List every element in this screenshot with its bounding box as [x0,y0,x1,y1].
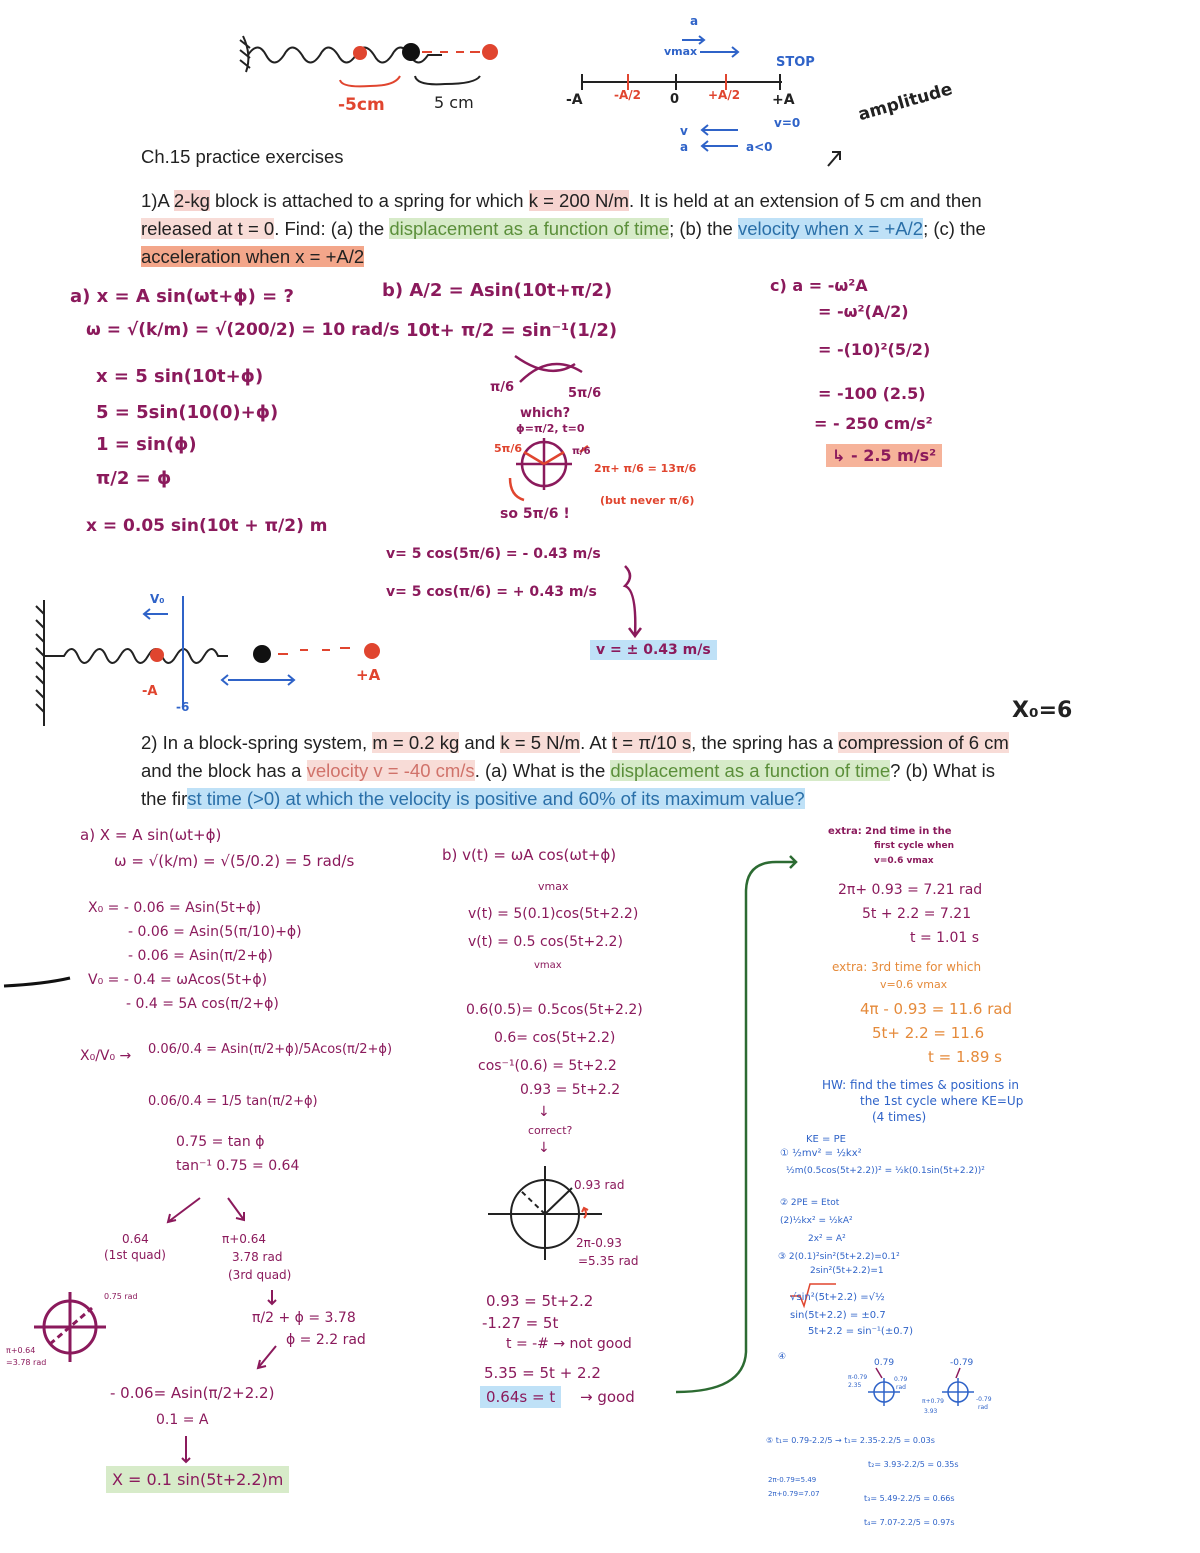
hw-neg079: -0.79 [950,1358,974,1368]
plus-5cm-label: 5 cm [434,93,474,112]
p1c-answer: ↳ - 2.5 m/s² [826,444,942,467]
p2-velocity: velocity v = -40 cm/s [306,760,475,781]
p2a-line2: ω = √(k/m) = √(5/0.2) = 5 rad/s [114,852,355,870]
p2a-line3: X₀ = - 0.06 = Asin(5t+ϕ) [88,900,262,916]
p2b-2pi-093: 2π-0.93 [576,1236,622,1250]
p1b-5pi6: 5π/6 [568,386,602,401]
p2a-ratio1: 0.06/0.4 = Asin(π/2+ϕ)/5Acos(π/2+ϕ) [148,1042,393,1057]
p1-displacement: displacement as a function of time [389,218,670,239]
p1c-line5: = - 250 cm/s² [814,414,933,433]
p1b-line2: 10t+ π/2 = sin⁻¹(1/2) [406,320,618,341]
hw-step3: ③ 2(0.1)²sin²(5t+2.2)=0.1² [778,1252,900,1262]
p2b-line3: v(t) = 0.5 cos(5t+2.2) [468,934,623,950]
a-vector-bottom: a [680,140,689,154]
extra2-l3: 4π - 0.93 = 11.6 rad [860,1000,1013,1018]
hw-step2b: (2)½kx² = ½kA² [780,1216,853,1226]
hw-step1: ① ½mv² = ½kx² [780,1148,862,1159]
axis-plus-a-half: +A/2 [708,88,741,102]
hw-step3c: √sin²(5t+2.2) =√½ [790,1292,885,1303]
hw-t3: t₃= 5.49-2.2/5 = 0.66s [864,1494,955,1503]
p2a-phi-val: ϕ = 2.2 rad [286,1332,366,1348]
p1a-line4: 5 = 5sin(10(0)+ϕ) [96,402,279,423]
p2a-q3-val: π+0.64 [222,1232,266,1246]
p1b-pi6: π/6 [490,380,515,395]
diag2-v0: V₀ [150,592,165,606]
p1-l2-b: . Find: (a) the [274,218,390,239]
p2a-q3-label: (3rd quad) [228,1268,292,1282]
p2b-line4: 0.6(0.5)= 0.5cos(5t+2.2) [466,1002,643,1018]
p1b-circle-pi6: π/6 [572,446,591,457]
hw-step1b: ½m(0.5cos(5t+2.2))² = ½k(0.1sin(5t+2.2))² [786,1166,985,1176]
p1-l1-c: . It is held at an extension of 5 cm and then [628,190,982,211]
p1c-line3: = -(10)²(5/2) [818,340,931,359]
hw-step2c: 2x² = A² [808,1234,846,1244]
hw-t2: t₂= 3.93-2.2/5 = 0.35s [868,1460,959,1469]
extra1-l5: 5t + 2.2 = 7.21 [862,906,972,922]
p1b-v-neg: v= 5 cos(5π/6) = - 0.43 m/s [386,546,601,562]
p1-mass: 2-kg [173,190,210,211]
p1-released: released at t = 0 [141,218,275,239]
p2a-ratio2: 0.06/0.4 = 1/5 tan(π/2+ϕ) [148,1094,318,1109]
p2b-arrow1: ↓ [538,1104,550,1120]
p2a-ratio-label: X₀/V₀ → [80,1048,132,1064]
p1b-13pi6: 2π+ π/6 = 13π/6 [594,462,697,475]
hw-prompt-l3: (4 times) [872,1110,927,1124]
p1b-phi-note: ϕ=π/2, t=0 [516,422,585,435]
p2a-amp-val: 0.1 = A [156,1412,209,1428]
hw-step3d: sin(5t+2.2) = ±0.7 [790,1310,886,1321]
hw-step3b: 2sin²(5t+2.2)=1 [810,1266,884,1276]
p2b-line5: 0.6= cos(5t+2.2) [494,1030,616,1046]
p1b-so: so 5π/6 ! [500,506,570,522]
page-title: Ch.15 practice exercises [141,146,344,167]
hw-c2-label: π+0.79 [922,1398,944,1405]
p1b-circle-5pi6: 5π/6 [494,442,523,455]
hw-2pi-minus: 2π-0.79=5.49 [768,1476,817,1484]
p2b-line7: 0.93 = 5t+2.2 [520,1082,621,1098]
extra1-l4: 2π+ 0.93 = 7.21 rad [838,882,983,898]
p1b-answer: v = ± 0.43 m/s [590,640,717,660]
p1a-line3: x = 5 sin(10t+ϕ) [96,366,264,387]
hw-c1-r: 0.79 [894,1376,908,1383]
p2-l3-a: the fir [141,788,188,809]
extra2-l5: t = 1.89 s [928,1048,1002,1066]
p2b-line8: 0.93 = 5t+2.2 [486,1292,594,1310]
problem2-line2 [141,760,995,782]
bracket-arrow [625,566,641,636]
axis-minus-a: -A [566,92,583,108]
green-arrow [676,856,796,1392]
v-zero-label: v=0 [774,116,801,130]
p1b-but-never: (but never π/6) [600,494,695,507]
problem2-line3 [141,788,805,810]
a-less-zero-label: a<0 [746,140,773,154]
p1-velocity: velocity when x = +A/2 [737,218,924,239]
p1a-line2: ω = √(k/m) = √(200/2) = 10 rad/s [86,320,400,340]
p2b-vmax2: vmax [534,960,562,971]
p2-l1-a: 2) In a block-spring system, [141,732,373,753]
cross-arrows [515,356,582,382]
minus-5cm-label: -5cm [338,95,385,115]
p1-l1-b: block is attached to a spring for which [209,190,529,211]
diag2-plus-a: +A [356,666,381,684]
top-spring-diagram [240,36,498,86]
hw-c1-val: 2.35 [848,1382,862,1389]
p2-displacement: displacement as a function of time [610,760,891,781]
hw-step3e: 5t+2.2 = sin⁻¹(±0.7) [808,1326,913,1337]
hw-t4: t₄= 7.07-2.2/5 = 0.97s [864,1518,955,1527]
p1c-line4: = -100 (2.5) [818,384,926,403]
p2b-line1: b) v(t) = ωA cos(ωt+ϕ) [442,846,617,864]
crosshair-2a [34,1292,106,1362]
margin-mark [4,978,70,986]
p1a-result: x = 0.05 sin(10t + π/2) m [86,516,328,536]
hw-079: 0.79 [874,1358,895,1368]
p2b-093rad: 0.93 rad [574,1178,625,1192]
hw-step5: ⑤ t₁= 0.79-2.2/5 → t₁= 2.35-2.2/5 = 0.03s [766,1436,935,1445]
problem1-line3 [141,246,364,268]
p2-compression: compression of 6 cm [838,732,1009,753]
hw-step4: ④ [778,1352,787,1362]
hw-2pi-plus: 2π+0.79=7.07 [768,1490,820,1498]
p1-l2-c: ; (b) the [669,218,738,239]
vmax-label: vmax [664,45,698,58]
p1-l2-d: ; (c) the [923,218,986,239]
p2b-vmax1: vmax [538,880,569,893]
amplitude-note: amplitude [856,79,955,126]
v-vector: v [680,124,688,138]
problem1-line2 [141,218,986,240]
p1a-line6: π/2 = ϕ [96,468,172,489]
p2a-phi-eq: π/2 + ϕ = 3.78 [252,1310,356,1326]
p2-l2-b: . (a) What is the [474,760,611,781]
p2a-result: X = 0.1 sin(5t+2.2)m [106,1466,289,1493]
extra1-l3: v=0.6 vmax [874,856,934,866]
p2a-amp-eq: - 0.06= Asin(π/2+2.2) [110,1384,275,1402]
p2a-line1: a) X = A sin(ωt+ϕ) [80,826,222,844]
p2-mass: m = 0.2 kg [372,732,460,753]
hw-c2-val: 3.93 [924,1408,938,1415]
p2-time: t = π/10 s [611,732,692,753]
p2b-line2: v(t) = 5(0.1)cos(5t+2.2) [468,906,639,922]
extra2-l1: extra: 3rd time for which [832,960,982,974]
p2-l2-c: ? (b) What is [890,760,995,781]
p2a-line7: - 0.4 = 5A cos(π/2+ϕ) [126,996,279,1012]
p2a-line6: V₀ = - 0.4 = ωAcos(5t+ϕ) [88,972,268,988]
hw-ke-pe: KE = PE [806,1134,846,1145]
problem1-line1 [141,190,982,212]
hw-prompt-l1: HW: find the times & positions in [822,1078,1020,1092]
p1b-line1: b) A/2 = Asin(10t+π/2) [382,280,613,301]
a-vector-top: a [690,14,699,28]
p2a-arctan: tan⁻¹ 0.75 = 0.64 [176,1158,300,1174]
p1c-line2: = -ω²(A/2) [818,302,909,321]
p2a-margin2: =3.78 rad [6,1358,47,1367]
extra1-l2: first cycle when [874,841,954,851]
extra1-l1: extra: 2nd time in the [828,826,952,837]
hw-c2-r: -0.79 [976,1396,992,1403]
p2a-line4: - 0.06 = Asin(5(π/10)+ϕ) [128,924,302,940]
hw-c2-rad: rad [978,1404,988,1411]
hw-c1-rad: rad [896,1384,906,1391]
p2-k: k = 5 N/m [500,732,581,753]
p2b-line6: cos⁻¹(0.6) = 5t+2.2 [478,1058,617,1074]
p2b-good: → good [580,1388,635,1406]
p2a-line5: - 0.06 = Asin(π/2+ϕ) [128,948,273,964]
p2a-q1-label: (1st quad) [104,1248,166,1262]
p2a-075rad: 0.75 rad [104,1292,138,1301]
diag2-minus-a: -A [142,684,158,699]
p1-acceleration: acceleration when x = +A/2 [141,246,365,267]
extra1-l6: t = 1.01 s [910,930,980,946]
p2b-correct: correct? [528,1124,573,1137]
middle-spring-diagram [36,596,380,726]
p2-l1-d: , the spring has a [691,732,839,753]
p2a-q1-val: 0.64 [122,1232,149,1246]
p2b-arrow2: ↓ [538,1140,550,1156]
p2b-answer: 0.64s = t [480,1386,561,1408]
x0-note: X₀=6 [1012,698,1073,723]
p1a-line5: 1 = sin(ϕ) [96,434,197,455]
p2b-not-good: t = -# → not good [506,1336,632,1352]
p2b-line9: -1.27 = 5t [482,1314,559,1332]
p2a-margin1: π+0.64 [6,1346,36,1355]
hw-prompt-l2: the 1st cycle where KE=Up [860,1094,1024,1108]
p1b-which: which? [520,406,571,421]
p2-l1-c: . At [580,732,612,753]
axis-minus-a-half: -A/2 [614,88,641,102]
p1a-line1: a) x = A sin(ωt+ϕ) = ? [70,286,294,307]
extra2-l2: v=0.6 vmax [880,978,948,991]
p2-first-time: st time (>0) at which the velocity is positive and 60% of its maximum value? [187,788,805,809]
diag2-minus6: -6 [176,700,190,714]
axis-plus-a: +A [772,92,795,108]
p1-l1-a: 1)A [141,190,174,211]
p2b-line10: 5.35 = 5t + 2.2 [484,1364,601,1382]
hw-c1-label: π-0.79 [848,1374,868,1381]
p2a-q3-rad: 3.78 rad [232,1250,283,1264]
p1-k: k = 200 N/m [528,190,629,211]
hw-step2: ② 2PE = Etot [780,1198,840,1208]
stop-label: STOP [776,55,815,70]
p2-l2-a: and the block has a [141,760,307,781]
p2-l1-b: and [459,732,501,753]
p1b-v-pos: v= 5 cos(π/6) = + 0.43 m/s [386,584,597,600]
problem2-line1 [141,732,1009,754]
axis-zero: 0 [670,92,680,107]
extra2-l4: 5t+ 2.2 = 11.6 [872,1024,985,1042]
p2a-tan: 0.75 = tan ϕ [176,1134,265,1150]
p1c-line1: c) a = -ω²A [770,276,868,295]
p2b-535rad: =5.35 rad [578,1254,639,1268]
